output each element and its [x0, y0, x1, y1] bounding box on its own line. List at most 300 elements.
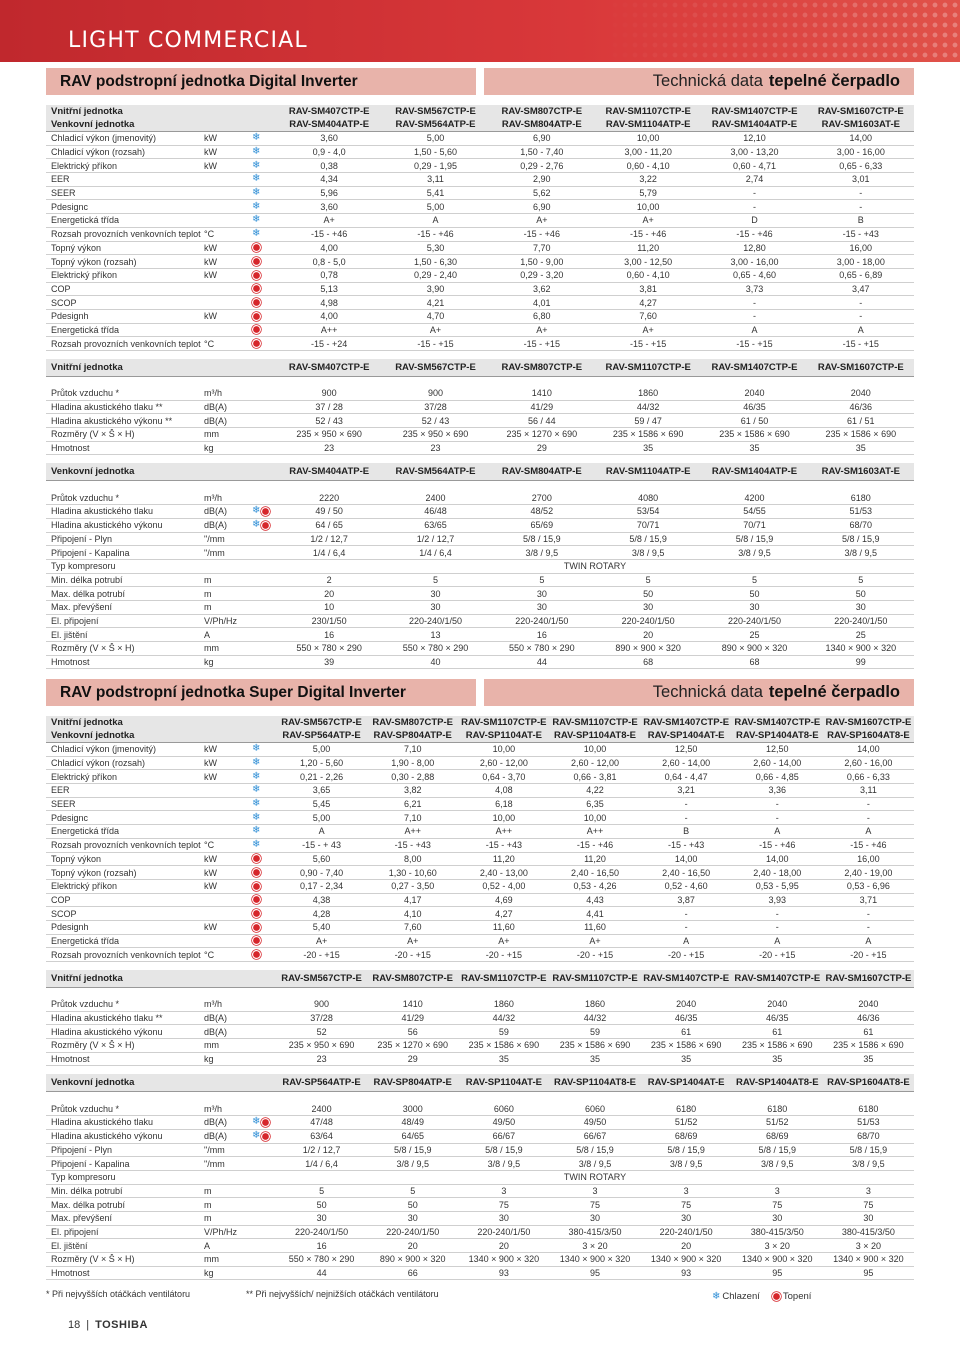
row-value: 4,70	[426, 311, 445, 322]
row-value: 1340 × 900 × 320	[741, 1254, 813, 1265]
row-value: 1,90 - 8,00	[391, 758, 435, 769]
table-row	[46, 839, 914, 853]
row-value: 4,01	[533, 297, 551, 308]
row-value: 56	[407, 1026, 418, 1037]
row-value: 68/70	[857, 1131, 880, 1142]
indoor-model: RAV-SM807CTP-E	[501, 106, 583, 117]
row-value: 235 × 1586 × 690	[559, 1040, 631, 1051]
row-unit: V/Ph/Hz	[204, 1226, 238, 1237]
row-value: 7,70	[533, 242, 551, 253]
row-value: 5,79	[639, 188, 657, 199]
row-value: -20 - +15	[485, 949, 522, 960]
sun-icon	[253, 883, 260, 890]
table-row	[46, 1267, 914, 1281]
table-row	[46, 283, 914, 297]
row-icons	[252, 339, 276, 348]
row-value: 5	[319, 1185, 325, 1196]
row-value: 4,69	[495, 894, 513, 905]
row-icons	[252, 840, 276, 850]
row-icons	[252, 312, 276, 321]
row-value: A+	[498, 935, 510, 946]
row-value: 44	[316, 1268, 327, 1279]
outdoor-model: RAV-SM1404ATP-E	[711, 466, 798, 478]
row-value: 51/53	[857, 1117, 880, 1128]
row-value: 4200	[744, 492, 765, 503]
row-icons	[252, 133, 276, 143]
model-column-header	[808, 105, 914, 131]
indoor-model: RAV-SM407CTP-E	[288, 362, 370, 373]
model-column-header	[595, 105, 701, 131]
row-value: 30	[536, 588, 547, 599]
row-value: 1410	[402, 999, 423, 1010]
row-icons	[252, 506, 276, 516]
row-label: Rozměry (V × Š × H)	[51, 1040, 135, 1051]
table-row	[46, 173, 914, 187]
outdoor-model: RAV-SP1404AT8-E	[736, 730, 819, 741]
row-value: 0,53 - 5,95	[755, 881, 799, 892]
model-header-labels	[46, 716, 276, 742]
row-value: A+	[315, 935, 328, 946]
row-value: 61 / 50	[740, 415, 769, 426]
indoor-model: RAV-SM1607CTP-E	[817, 106, 904, 117]
row-icons	[252, 174, 276, 184]
indoor-model: RAV-SM1407CTP-E	[734, 717, 821, 728]
row-value: 53/54	[636, 506, 660, 517]
indoor-label: Vnitřní jednotka	[51, 106, 123, 117]
row-value: -15 - +46	[523, 229, 560, 240]
section-header	[46, 679, 914, 706]
row-value: -15 - +46	[759, 840, 796, 851]
row-value: 235 × 1586 × 690	[468, 1040, 540, 1051]
row-value: 61	[863, 1026, 874, 1037]
snowflake-icon: ❄	[252, 1116, 261, 1128]
row-value: 6,35	[586, 799, 604, 810]
sun-icon	[253, 299, 260, 306]
row-value: 68	[643, 657, 654, 668]
row-unit: °C	[204, 338, 215, 349]
sun-icon	[253, 272, 260, 279]
table-row	[46, 921, 914, 935]
row-value: 2,74	[745, 174, 764, 185]
row-value: 66	[407, 1268, 418, 1279]
row-value: 0,52 - 4,00	[482, 881, 526, 892]
row-unit: kg	[204, 657, 214, 668]
row-value: 1/4 / 6,4	[305, 1158, 338, 1169]
row-value: 2,40 - 18,00	[753, 867, 802, 878]
row-value: 30	[589, 1213, 600, 1224]
sun-icon	[253, 910, 260, 917]
row-value: 0,78	[320, 270, 338, 281]
row-value: 3,81	[639, 283, 657, 294]
row-value: 3,11	[427, 174, 444, 185]
table-row	[46, 324, 914, 338]
tech-data-label	[484, 679, 914, 706]
row-value: 46/35	[743, 402, 766, 413]
row-value: 5	[432, 574, 438, 585]
row-unit: kW	[204, 147, 217, 158]
row-value: -15 - + 43	[302, 840, 341, 851]
row-value: 46/35	[766, 1013, 789, 1024]
row-value: 68	[749, 657, 760, 668]
row-unit: kW	[204, 853, 217, 864]
row-value: 4,38	[312, 894, 331, 905]
table-row	[46, 998, 914, 1012]
row-value: 5/8 / 15,9	[758, 1144, 797, 1155]
row-value: 20	[324, 588, 335, 599]
row-value: -	[684, 799, 688, 810]
table-row	[46, 811, 914, 825]
row-value: 29	[407, 1054, 418, 1065]
row-value: -	[859, 201, 863, 212]
row-value: 12,10	[743, 133, 766, 144]
row-value: -15 - +15	[417, 338, 454, 349]
row-unit: m	[204, 574, 212, 585]
row-value: 5,45	[312, 799, 331, 810]
row-value: 41/29	[530, 402, 554, 413]
snowflake-icon: ❄	[252, 187, 261, 199]
row-value: 0,29 - 2,40	[413, 270, 457, 281]
table-row	[46, 146, 914, 160]
row-value: 29	[536, 443, 547, 454]
row-value: 6180	[858, 1103, 879, 1114]
row-label: Připojení - Plyn	[51, 533, 113, 544]
row-value: 25	[855, 629, 866, 640]
row-value: 7,10	[403, 812, 422, 823]
row-icons	[252, 161, 276, 171]
row-value: -	[866, 799, 870, 810]
row-value: 1340 × 900 × 320	[825, 643, 897, 654]
table-row	[46, 935, 914, 949]
row-icons	[252, 1117, 276, 1127]
row-value: 3,21	[677, 785, 695, 796]
row-value: -15 - +15	[523, 338, 560, 349]
row-value: 3/8 / 9,5	[738, 547, 771, 558]
table-row	[46, 1144, 914, 1158]
row-label: Chladicí výkon (rozsah)	[51, 758, 146, 769]
snowflake-icon: ❄	[252, 825, 261, 837]
row-value: 1860	[493, 999, 514, 1010]
table-row	[46, 1053, 914, 1067]
row-value: 6180	[850, 492, 871, 503]
row-unit: m³/h	[204, 492, 222, 503]
row-label: Hladina akustického výkonu	[51, 520, 163, 531]
row-value: 0,8 - 5,0	[312, 256, 346, 267]
row-label: Max. převýšení	[51, 602, 113, 613]
outdoor-unit-header	[46, 1074, 914, 1092]
row-label: Průtok vzduchu *	[51, 999, 120, 1010]
table-row	[46, 853, 914, 867]
footnote-2: ** Při nejvyšších/ nejnižších otáčkách ventilátoru	[246, 1289, 439, 1299]
row-value: 1340 × 900 × 320	[650, 1254, 722, 1265]
row-value: 12,50	[766, 744, 789, 755]
row-value: -	[775, 812, 779, 823]
row-label: Rozměry (V × Š × H)	[51, 1254, 135, 1265]
row-value: 3/8 / 9,5	[578, 1158, 612, 1169]
row-value: 10,00	[583, 812, 607, 823]
row-value: 63/64	[310, 1131, 333, 1142]
indoor-model: RAV-SM1407CTP-E	[643, 973, 730, 984]
outdoor-model: RAV-SP804ATP-E	[373, 1077, 452, 1089]
row-icons	[252, 826, 276, 836]
row-label: Průtok vzduchu *	[51, 1103, 120, 1114]
row-value: 10	[324, 602, 335, 613]
row-value: 3,93	[768, 894, 787, 905]
row-label: Hladina akustického tlaku **	[51, 1013, 163, 1024]
row-value: 0,66 - 6,33	[846, 771, 890, 782]
row-value: 235 × 950 × 690	[402, 429, 469, 440]
table-row	[46, 1239, 914, 1253]
outdoor-model: RAV-SM1104ATP-E	[605, 119, 691, 130]
row-icons	[252, 215, 276, 225]
row-value: -15 - +43	[394, 840, 431, 851]
row-value: 5,00	[426, 201, 445, 212]
row-value: 35	[749, 443, 760, 454]
row-value: 235 × 950 × 690	[288, 1040, 355, 1051]
row-value: 68/69	[766, 1131, 789, 1142]
row-value: A+	[642, 324, 654, 335]
row-label: El. jištění	[51, 629, 88, 640]
row-unit: kg	[204, 1054, 214, 1065]
row-label: Hmotnost	[51, 1268, 90, 1279]
indoor-model: RAV-SM567CTP-E	[281, 717, 362, 728]
row-value: 3/8 / 9,5	[669, 1158, 703, 1169]
row-label: Rozsah provozních venkovních teplot	[51, 338, 201, 349]
row-value: 37 / 28	[315, 402, 343, 413]
row-value: 380-415/3/50	[568, 1226, 622, 1237]
snowflake-icon: ❄	[252, 798, 261, 810]
row-value: 5/8 / 15,9	[485, 1144, 523, 1155]
row-label: Hladina akustického tlaku	[51, 1117, 154, 1128]
sun-icon	[263, 1119, 270, 1126]
row-value: 0,60 - 4,71	[732, 160, 776, 171]
row-icons	[252, 284, 276, 293]
row-value: 2,40 - 16,50	[570, 867, 620, 878]
sun-icon	[253, 938, 260, 945]
row-label: Hmotnost	[51, 1054, 90, 1065]
table-row	[46, 601, 914, 615]
sun-icon	[263, 522, 270, 529]
row-unit: kW	[204, 922, 217, 933]
row-value: 14,00	[674, 853, 698, 864]
table-row	[46, 159, 914, 173]
row-value: 380-415/3/50	[750, 1226, 804, 1237]
model-column-header	[382, 105, 488, 131]
row-label: Energetická třída	[51, 935, 120, 946]
row-value: 2700	[531, 492, 552, 503]
row-value: A	[751, 324, 758, 335]
section-super-digital-inverter	[46, 679, 914, 1280]
row-label: Hladina akustického tlaku	[51, 506, 154, 517]
row-value: 1,30 - 10,60	[388, 867, 437, 878]
row-icons	[252, 854, 276, 863]
row-value: -	[866, 908, 870, 919]
row-value: A++	[495, 826, 513, 837]
row-value: 1340 × 900 × 320	[559, 1254, 631, 1265]
row-value: 95	[863, 1268, 874, 1279]
row-icons	[252, 257, 276, 266]
row-value: 3	[774, 1185, 780, 1196]
row-value: 48/49	[401, 1117, 424, 1128]
row-value: 51/52	[766, 1117, 789, 1128]
indoor-model: RAV-SM1107CTP-E	[552, 973, 638, 984]
row-unit: dB(A)	[204, 1013, 228, 1024]
row-value: 52 / 43	[315, 415, 343, 426]
row-value: 44/32	[636, 402, 660, 413]
row-icons	[252, 785, 276, 795]
sun-icon	[253, 897, 260, 904]
row-value: 2040	[858, 999, 879, 1010]
table-row	[46, 1130, 914, 1144]
outdoor-model: RAV-SM404ATP-E	[289, 119, 370, 130]
row-icons	[252, 147, 276, 157]
snowflake-icon: ❄	[712, 1290, 721, 1302]
row-value: 1/2 / 12,7	[302, 1144, 341, 1155]
row-value: 2040	[676, 999, 697, 1010]
row-value: 5	[645, 574, 651, 585]
row-value: 0,9 - 4,0	[312, 147, 346, 158]
row-label: SCOP	[51, 297, 77, 308]
row-value: 1,50 - 7,40	[520, 147, 564, 158]
row-value: -	[684, 908, 688, 919]
spacer	[46, 1092, 914, 1102]
row-value: A	[432, 215, 439, 226]
row-value: 4,98	[320, 297, 338, 308]
row-label: Elektrický příkon	[51, 270, 118, 281]
row-unit: dB(A)	[204, 1131, 228, 1142]
row-value: 0,38	[320, 160, 338, 171]
row-unit: "/mm	[204, 547, 225, 558]
tech-data-label	[484, 68, 914, 95]
row-unit: m	[204, 1199, 212, 1210]
row-value: 49/50	[583, 1117, 607, 1128]
row-unit: A	[204, 629, 211, 640]
indoor-unit-header	[46, 359, 914, 377]
row-value: 35	[855, 443, 866, 454]
row-value: 16,00	[849, 242, 873, 253]
row-value: 5,41	[426, 188, 445, 199]
row-value: A++	[586, 826, 604, 837]
table-row	[46, 1253, 914, 1267]
row-value: 1860	[638, 388, 659, 399]
row-value: 30	[498, 1213, 509, 1224]
row-value: 550 × 780 × 290	[509, 643, 575, 654]
row-value: 30	[407, 1213, 418, 1224]
row-unit: kW	[204, 256, 217, 267]
row-value: 550 × 780 × 290	[296, 643, 362, 654]
row-value: -15 - +46	[576, 840, 614, 851]
row-value: 35	[681, 1054, 692, 1065]
row-value: 6,80	[533, 311, 551, 322]
row-value: 3,22	[639, 174, 657, 185]
row-value: A+	[407, 935, 419, 946]
row-label: Pdesignh	[51, 311, 89, 322]
row-value: 230/1/50	[311, 615, 347, 626]
row-value: 50	[643, 588, 654, 599]
indoor-unit-header	[46, 970, 914, 988]
row-value-span: TWIN ROTARY	[563, 561, 627, 572]
row-value: -15 - +46	[417, 229, 454, 240]
row-label: EER	[51, 785, 70, 796]
row-value: 3,73	[745, 283, 764, 294]
row-value: -15 - +15	[842, 338, 879, 349]
row-value: 0,29 - 2,76	[520, 160, 564, 171]
table-row	[46, 1012, 914, 1026]
row-label: Chladicí výkon (jmenovitý)	[51, 133, 157, 144]
table-row	[46, 200, 914, 214]
snowflake-icon: ❄	[252, 173, 261, 185]
row-value: 20	[681, 1240, 692, 1251]
row-unit: kW	[204, 270, 217, 281]
row-value: 68/69	[674, 1131, 698, 1142]
indoor-model: RAV-SM1607CTP-E	[817, 362, 904, 373]
row-label: Min. délka potrubí	[51, 1185, 123, 1196]
row-value: 44/32	[492, 1013, 516, 1024]
row-value: 14,00	[766, 853, 789, 864]
spacer	[46, 377, 914, 387]
row-value: 10,00	[583, 744, 607, 755]
table-row	[46, 387, 914, 401]
row-value: 50	[407, 1199, 418, 1210]
row-label: Topný výkon	[51, 853, 102, 864]
row-value: 0,64 - 4,47	[664, 771, 708, 782]
row-value: 1,50 - 6,30	[413, 256, 457, 267]
row-label: SCOP	[51, 908, 77, 919]
row-value: 6180	[676, 1103, 697, 1114]
row-unit: kg	[204, 443, 214, 454]
row-value: 70/71	[636, 520, 660, 531]
snowflake-icon: ❄	[252, 743, 261, 755]
row-label: Rozsah provozních venkovních teplot	[51, 229, 201, 240]
table-row	[46, 894, 914, 908]
row-value: 4,10	[403, 908, 422, 919]
outdoor-model: RAV-SP1604AT8-E	[827, 730, 910, 741]
row-value: 6060	[493, 1103, 514, 1114]
table-row	[46, 907, 914, 921]
row-value: 0,90 - 7,40	[300, 867, 344, 878]
row-value: 5/8 / 15,9	[393, 1144, 432, 1155]
row-value: 51/53	[849, 506, 873, 517]
row-value: 3,00 - 11,20	[624, 147, 672, 158]
table-row	[46, 337, 914, 351]
snowflake-icon: ❄	[252, 784, 261, 796]
row-value: -	[775, 922, 779, 933]
row-value: 1/4 / 6,4	[419, 547, 452, 558]
row-value: 41/29	[401, 1013, 424, 1024]
row-value: 235 × 1586 × 690	[833, 1040, 904, 1051]
row-value: -20 - +15	[394, 949, 431, 960]
row-label: Elektrický příkon	[51, 771, 118, 782]
row-value: -15 - +46	[736, 229, 773, 240]
sun-icon	[253, 340, 260, 347]
row-value: -	[752, 188, 756, 199]
indoor-model: RAV-SM567CTP-E	[395, 106, 476, 117]
table-row	[46, 1039, 914, 1053]
row-value: 5,00	[312, 812, 331, 823]
snowflake-icon: ❄	[252, 811, 261, 823]
row-unit: "/mm	[204, 1144, 225, 1155]
row-icons	[252, 1131, 276, 1141]
row-value: 6060	[584, 1103, 605, 1114]
row-value: 4,27	[495, 908, 513, 919]
row-value: 7,60	[403, 922, 422, 933]
legend-heat	[772, 1291, 812, 1302]
row-value: 0,65 - 6,33	[839, 160, 883, 171]
snowflake-icon: ❄	[252, 132, 261, 144]
row-icons	[252, 271, 276, 280]
outdoor-model: RAV-SM1603AT-E	[821, 119, 900, 130]
row-value: 1,50 - 5,60	[413, 147, 457, 158]
indoor-model: RAV-SM807CTP-E	[372, 973, 453, 984]
